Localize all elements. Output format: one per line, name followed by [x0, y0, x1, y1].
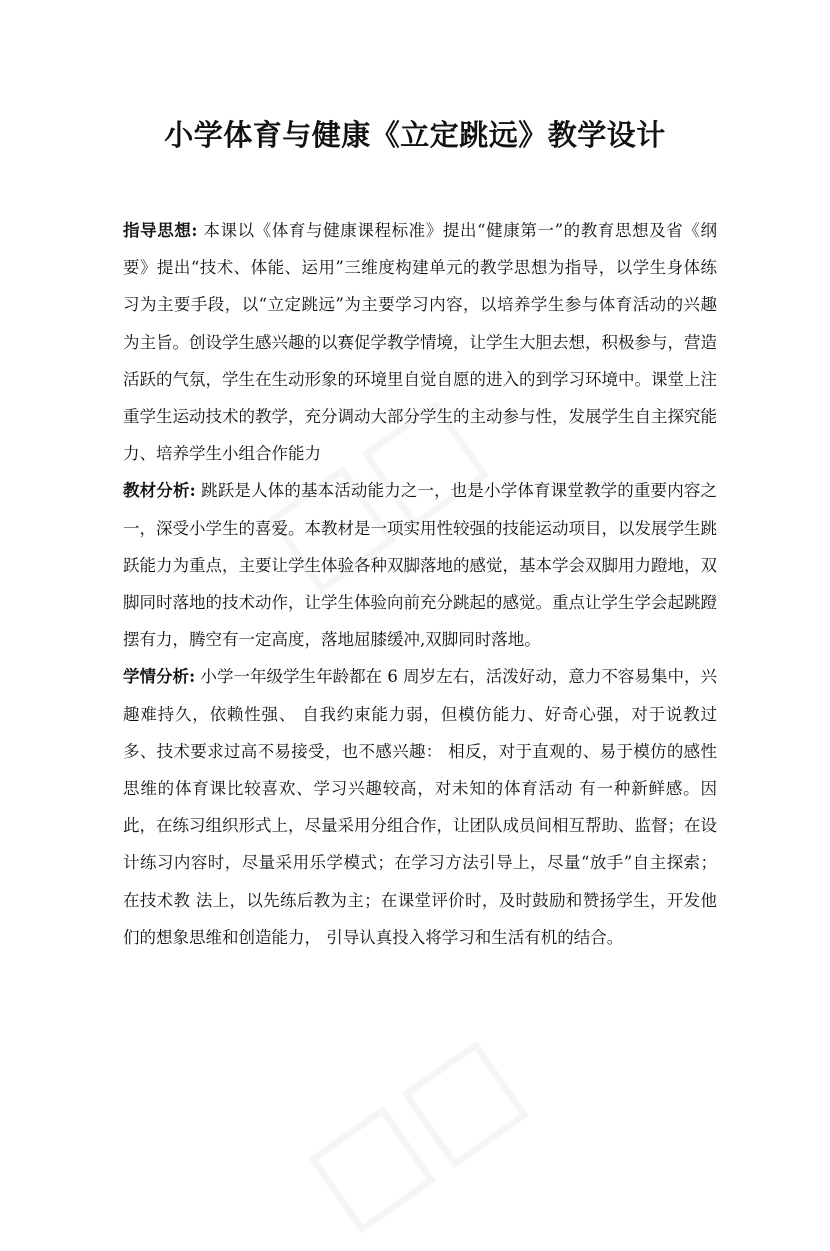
section-label: 教材分析:	[123, 481, 196, 501]
section-material-analysis	[123, 472, 717, 658]
section-text: 小学一年级学生年龄都在 6 周岁左右，活泼好动，意力不容易集中，兴趣难持久，依赖性强、 自我约束能力弱，但模仿能力、好奇心强，对于说教过多、技术要求过高不易接受，也不感兴趣： 相反，对于直观的、易于模仿的感性思维的体育课比较喜欢、学习兴趣较高，对未知的体育活动 有一种新鲜感。因此，在练习组织形式上，尽量采用分组合作，让团队成员间相互帮助、监督；在设计练习内容时，尽量采用乐学模式；在学习方法引导上，尽量“放手”自主探索；在技术教 法上，以先练后教为主；在课堂评价时，及时鼓励和赞扬学生，开发他们的想象思维和创造能力， 引导认真投入将学习和生活有机的结合。	[123, 667, 718, 947]
section-label: 指导思想:	[123, 221, 198, 240]
document-body	[123, 212, 717, 956]
section-label: 学情分析:	[123, 667, 196, 687]
section-student-analysis	[123, 658, 717, 956]
section-text: 跳跃是人体的基本活动能力之一，也是小学体育课堂教学的重要内容之一，深受小学生的喜爱。本教材是一项实用性较强的技能运动项目，以发展学生跳跃能力为重点，主要让学生体验各种双脚落地的感觉，基本学会双脚用力蹬地，双脚同时落地的技术动作，让学生体验向前充分跳起的感觉。重点让学生学会起跳蹬摆有力，腾空有一定高度，落地屈膝缓冲,双脚同时落地。	[123, 481, 717, 650]
section-guiding-ideology	[123, 212, 717, 472]
watermark	[281, 1008, 546, 1251]
section-text: 本课以《体育与健康课程标准》提出“健康第一”的教育思想及省《纲要》提出“技术、体能、运用”三维度构建单元的教学思想为指导，以学生身体练习为主要手段，以“立定跳远”为主要学习内容，以培养学生参与体育活动的兴趣为主旨。创设学生感兴趣的以赛促学教学情境，让学生大胆去想，积极参与，营造活跃的气氛，学生在生动形象的环境里自觉自愿的进入的到学习环境中。课堂上注重学生运动技术的教学，充分调动大部分学生的主动参与性，发展学生自主探究能力、培养学生小组合作能力	[123, 221, 717, 464]
document-title: 小学体育与健康《立定跳远》教学设计	[164, 118, 666, 152]
